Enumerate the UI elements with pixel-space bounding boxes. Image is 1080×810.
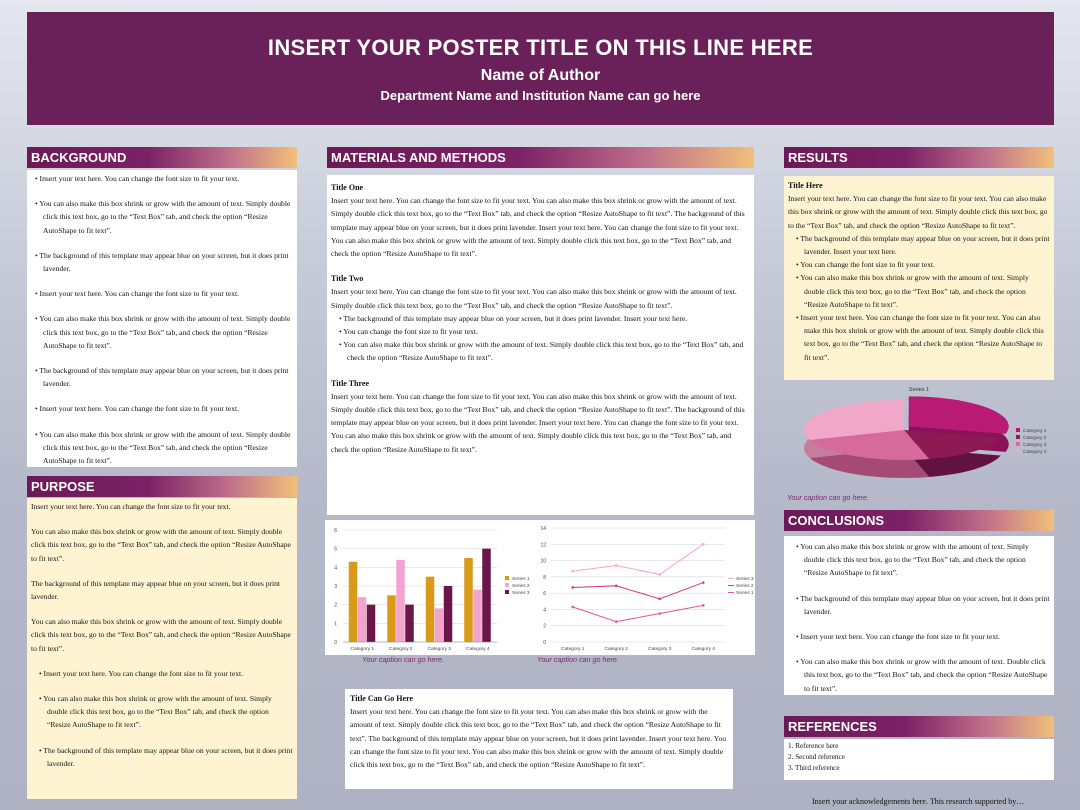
pie-chart-legend-label: Category 2 (1023, 436, 1047, 441)
purpose-text-box (27, 498, 297, 799)
extra-box-title: Title Can Go Here (350, 694, 414, 703)
poster-title: INSERT YOUR POSTER TITLE ON THIS LINE HERE (267, 35, 814, 60)
author-name: Name of Author (480, 67, 601, 84)
line-chart-legend-label: Series 1 (736, 591, 754, 596)
line-chart-x-tick: Category 1 (561, 647, 585, 652)
bar-chart-legend-label: Series 3 (512, 591, 530, 596)
conclusions-bullet: • Insert your text here. You can change the font size to fit your text. (796, 632, 1001, 642)
pie-chart-legend-swatch (1016, 449, 1020, 453)
line-chart-point (702, 543, 705, 546)
pie-chart-legend-swatch (1016, 435, 1020, 439)
background-paragraph: • The background of this template may appear blue on your screen, but it does print lavender. (35, 366, 289, 389)
bar-chart-bar (444, 586, 453, 642)
methods-header: MATERIALS AND METHODS (327, 147, 754, 168)
pie-chart-legend-label: Category 3 (1023, 443, 1047, 448)
extra-text-box (345, 689, 733, 789)
conclusions-text-box (784, 536, 1054, 695)
line-chart-y-tick: 12 (540, 542, 546, 549)
methods-text-three: Insert your text here. You can change the font size to fit your text. You can also make this box shrink or grow with the amount of text. Simply double click this text box, go to the “Text Box” tab, and check the option “Resize AutoShape to fit text”. The background of this template may appear blue on your screen, but it does print lavender. Insert your text here. You can change the font size to fit your text. You can also make this box shrink or grow with the amount of text. Simply double click this text box, go to the “Text Box” tab, and check the option “Resize AutoShape to fit text”. (331, 391, 745, 454)
background-paragraph: • You can also make this box shrink or grow with the amount of text. Simply double click this text box, go to the “Text Box” tab, and check the option “Resize AutoShape to fit text”. (35, 199, 291, 235)
line-chart-y-tick: 2 (543, 623, 546, 630)
purpose-paragraph: You can also make this box shrink or grow with the amount of text. Simply double click this text box, go to the “Text Box” tab, and check the option “Resize AutoShape to fit text”. (31, 617, 291, 653)
line-chart-background (535, 520, 755, 655)
line-chart-y-tick: 6 (543, 591, 546, 598)
bar-chart-bar (464, 558, 473, 642)
line-chart-point (571, 570, 574, 573)
bar-chart-y-tick: 0 (334, 640, 337, 646)
methods-bullet: • The background of this template may appear blue on your screen, but it does print lavender. Insert your text here. (339, 313, 688, 323)
line-chart-x-tick: Category 3 (648, 647, 672, 652)
bar-chart-bar (405, 605, 414, 642)
line-chart-y-tick: 10 (540, 558, 546, 565)
line-chart-x-tick: Category 2 (604, 647, 628, 652)
bar-chart-y-tick: 3 (334, 584, 337, 590)
references-list (784, 739, 1054, 780)
bar-chart-bar (473, 590, 482, 642)
pie-chart-legend-swatch (1016, 442, 1020, 446)
background-paragraph: • You can also make this box shrink or grow with the amount of text. Simply double click this text box, go to the “Text Box” tab, and check the option “Resize AutoShape to fit text”. (35, 314, 291, 350)
conclusions-bullet: • You can also make this box shrink or grow with the amount of text. Simply double click this text box, go to the “Text Box” tab, and check the option “Resize AutoShape to fit text”. (796, 542, 1029, 578)
line-chart-point (571, 606, 574, 609)
methods-title-one: Title One (331, 183, 364, 192)
background-paragraph: • Insert your text here. You can change the font size to fit your text. (35, 174, 240, 183)
bar-chart-bar (349, 562, 358, 642)
pie-chart-title: Series 1 (908, 387, 930, 393)
line-chart (535, 520, 755, 655)
line-chart-y-tick: 4 (543, 607, 546, 614)
purpose-paragraph: Insert your text here. You can change the font size to fit your text. (31, 502, 231, 511)
line-chart-point (615, 564, 618, 567)
results-header: RESULTS (784, 147, 1054, 168)
bar-chart (325, 520, 545, 655)
line-chart-point (615, 620, 618, 623)
bar-chart-legend-swatch (505, 590, 509, 594)
results-bullet: • Insert your text here. You can change the font size to fit your text. You can also make this box shrink or grow with the amount of text. Simply double click this text box, go to the “Text Box” tab, and check the option “Resize AutoShape to fit text”. (796, 313, 1044, 362)
bar-chart-y-tick: 5 (334, 546, 337, 553)
line-chart-point (702, 604, 705, 607)
line-chart-y-tick: 8 (543, 574, 546, 581)
bar-chart-bar (358, 597, 367, 642)
results-text-box (784, 176, 1054, 380)
reference-item: 3. Third reference (788, 764, 840, 772)
methods-text-box (327, 175, 754, 515)
bar-chart-bar (396, 560, 405, 642)
purpose-header: PURPOSE (27, 476, 297, 497)
conclusions-bullet: • The background of this template may appear blue on your screen, but it does print lavender. (796, 593, 1050, 616)
reference-item: 1. Reference here (788, 742, 839, 750)
pie-chart-legend-swatch (1016, 428, 1020, 432)
purpose-bullet: • Insert your text here. You can change the font size to fit your text. (39, 668, 244, 678)
background-paragraph: • You can also make this box shrink or grow with the amount of text. Simply double click this text box, go to the “Text Box” tab, and check the option “Resize AutoShape to fit text”. (35, 429, 291, 466)
bar-chart-y-tick: 4 (334, 565, 337, 572)
purpose-bullet: • The background of this template may appear blue on your screen, but it does print lavender. (39, 745, 293, 768)
references-header: REFERENCES (784, 716, 1054, 737)
bar-chart-legend-label: Series 1 (512, 577, 530, 582)
bar-chart-legend-label: Series 2 (512, 584, 530, 589)
background-paragraph: • The background of this template may appear blue on your screen, but it does print lavender. (35, 250, 289, 274)
pie-chart-legend-label: Category 1 (1023, 429, 1047, 434)
bar-chart-bar (426, 577, 435, 642)
reference-item: 2. Second reference (788, 753, 845, 761)
line-chart-point (658, 598, 661, 601)
conclusions-bullet: • You can also make this box shrink or grow with the amount of text. Double click this text box, go to the “Text Box” tab, and check the option “Resize AutoShape to fit text”. (796, 657, 1048, 693)
methods-text-one: Insert your text here. You can change the font size to fit your text. You can also make this box shrink or grow with the amount of text. Simply double click this text box, go to the “Text Box” tab, and check the option “Resize AutoShape to fit text”. The background of this template may appear blue on your screen, but it does print lavender. Insert your text here. You can change the font size to fit your text. You can also make this box shrink or grow with the amount of text. Simply double click this text box, go to the “Text Box” tab, and check the option “Resize AutoShape to fit text”. (331, 196, 745, 259)
poster-title-banner (27, 12, 1054, 125)
bar-chart-x-tick: Category 1 (350, 647, 374, 652)
line-chart-legend-label: Series 3 (736, 577, 754, 582)
acknowledgements: Insert your acknowledgements here. This research supported by… (812, 797, 1025, 806)
pie-chart-caption: Your caption can go here. (787, 493, 869, 502)
bar-chart-legend-swatch (505, 583, 509, 587)
line-chart-y-tick: 14 (540, 526, 546, 532)
methods-bullet: • You can change the font size to fit your text. (339, 327, 478, 337)
line-chart-point (658, 612, 661, 615)
bar-chart-legend-swatch (505, 576, 509, 580)
background-paragraph: • Insert your text here. You can change the font size to fit your text. (35, 404, 240, 414)
bar-chart-bar (387, 595, 396, 642)
line-chart-point (615, 585, 618, 588)
results-bullet: • You can change the font size to fit your text. (796, 260, 935, 270)
background-paragraph: • Insert your text here. You can change the font size to fit your text. (35, 289, 240, 299)
line-chart-x-tick: Category 4 (691, 647, 715, 652)
background-text-box (27, 170, 297, 467)
methods-title-two: Title Two (331, 274, 364, 284)
bar-chart-x-tick: Category 2 (389, 647, 413, 652)
bar-chart-bar (367, 605, 376, 642)
purpose-paragraph: The background of this template may appear blue on your screen, but it does print lavender. (31, 578, 281, 602)
bar-chart-y-tick: 2 (334, 602, 337, 609)
bar-chart-bar (482, 549, 491, 642)
pie-chart (784, 382, 1054, 492)
extra-box-text: Insert your text here. You can change the font size to fit your text. You can also make this box shrink or grow with the amount of text. Simply double click this text box, go to the “Text Box” tab, and check the option “Resize AutoShape to fit text”. The background of this template may appear blue on your screen, but it does print lavender. Insert your text here. You can change the font size to fit your text. You can also make this box shrink or grow with the amount of text. Simply double click this text box, go to the “Text Box” tab, and check the option “Resize AutoShape to fit text”. (350, 707, 727, 770)
methods-title-three: Title Three (331, 378, 369, 388)
line-chart-point (658, 573, 661, 576)
bar-chart-x-tick: Category 4 (466, 647, 490, 652)
results-text: Insert your text here. You can change the font size to fit your text. You can also make this box shrink or grow with the amount of text. Simply double click this text box, go to the “Text Box” tab, and check the option “Resize AutoShape to fit text”. (788, 194, 1048, 230)
pie-chart-legend-label: Category 4 (1023, 450, 1047, 455)
results-bullet: • The background of this template may appear blue on your screen, but it does print lavender. Insert your text here. (796, 233, 1050, 257)
line-chart-y-tick: 0 (543, 640, 546, 646)
purpose-paragraph: You can also make this box shrink or grow with the amount of text. Simply double click this text box, go to the “Text Box” tab, and check the option “Resize AutoShape to fit text”. (31, 527, 291, 563)
purpose-bullet: • You can also make this box shrink or grow with the amount of text. Simply double click this text box, go to the “Text Box” tab, and check the option “Resize AutoShape to fit text”. (39, 694, 272, 730)
methods-bullet: • You can also make this box shrink or grow with the amount of text. Simply double click this text box, go to the “Text Box” tab, and check the option “Resize AutoShape to fit text”. (339, 340, 744, 363)
line-chart-point (571, 586, 574, 589)
methods-text-two: Insert your text here. You can change the font size to fit your text. You can also make this box shrink or grow with the amount of text. Simply double click this text box, go to the “Text Box” tab, and check the option “Resize AutoShape to fit text”. (331, 287, 737, 310)
bar-chart-y-tick: 6 (334, 528, 337, 534)
bar-chart-x-tick: Category 3 (427, 647, 451, 652)
bar-chart-caption: Your caption can go here. (362, 655, 444, 664)
bar-chart-y-tick: 1 (334, 621, 337, 628)
line-chart-caption: Your caption can go here. (537, 655, 619, 664)
line-chart-point (702, 581, 705, 584)
background-header: BACKGROUND (27, 147, 297, 168)
results-bullet: • You can also make this box shrink or grow with the amount of text. Simply double click this text box, go to the “Text Box” tab, and check the option “Resize AutoShape to fit text”. (796, 273, 1029, 309)
institution-name: Department Name and Institution Name can go here (380, 88, 701, 103)
results-title: Title Here (788, 181, 823, 190)
conclusions-header: CONCLUSIONS (784, 510, 1054, 531)
bar-chart-bar (435, 608, 444, 642)
line-chart-legend-label: Series 2 (736, 584, 754, 589)
